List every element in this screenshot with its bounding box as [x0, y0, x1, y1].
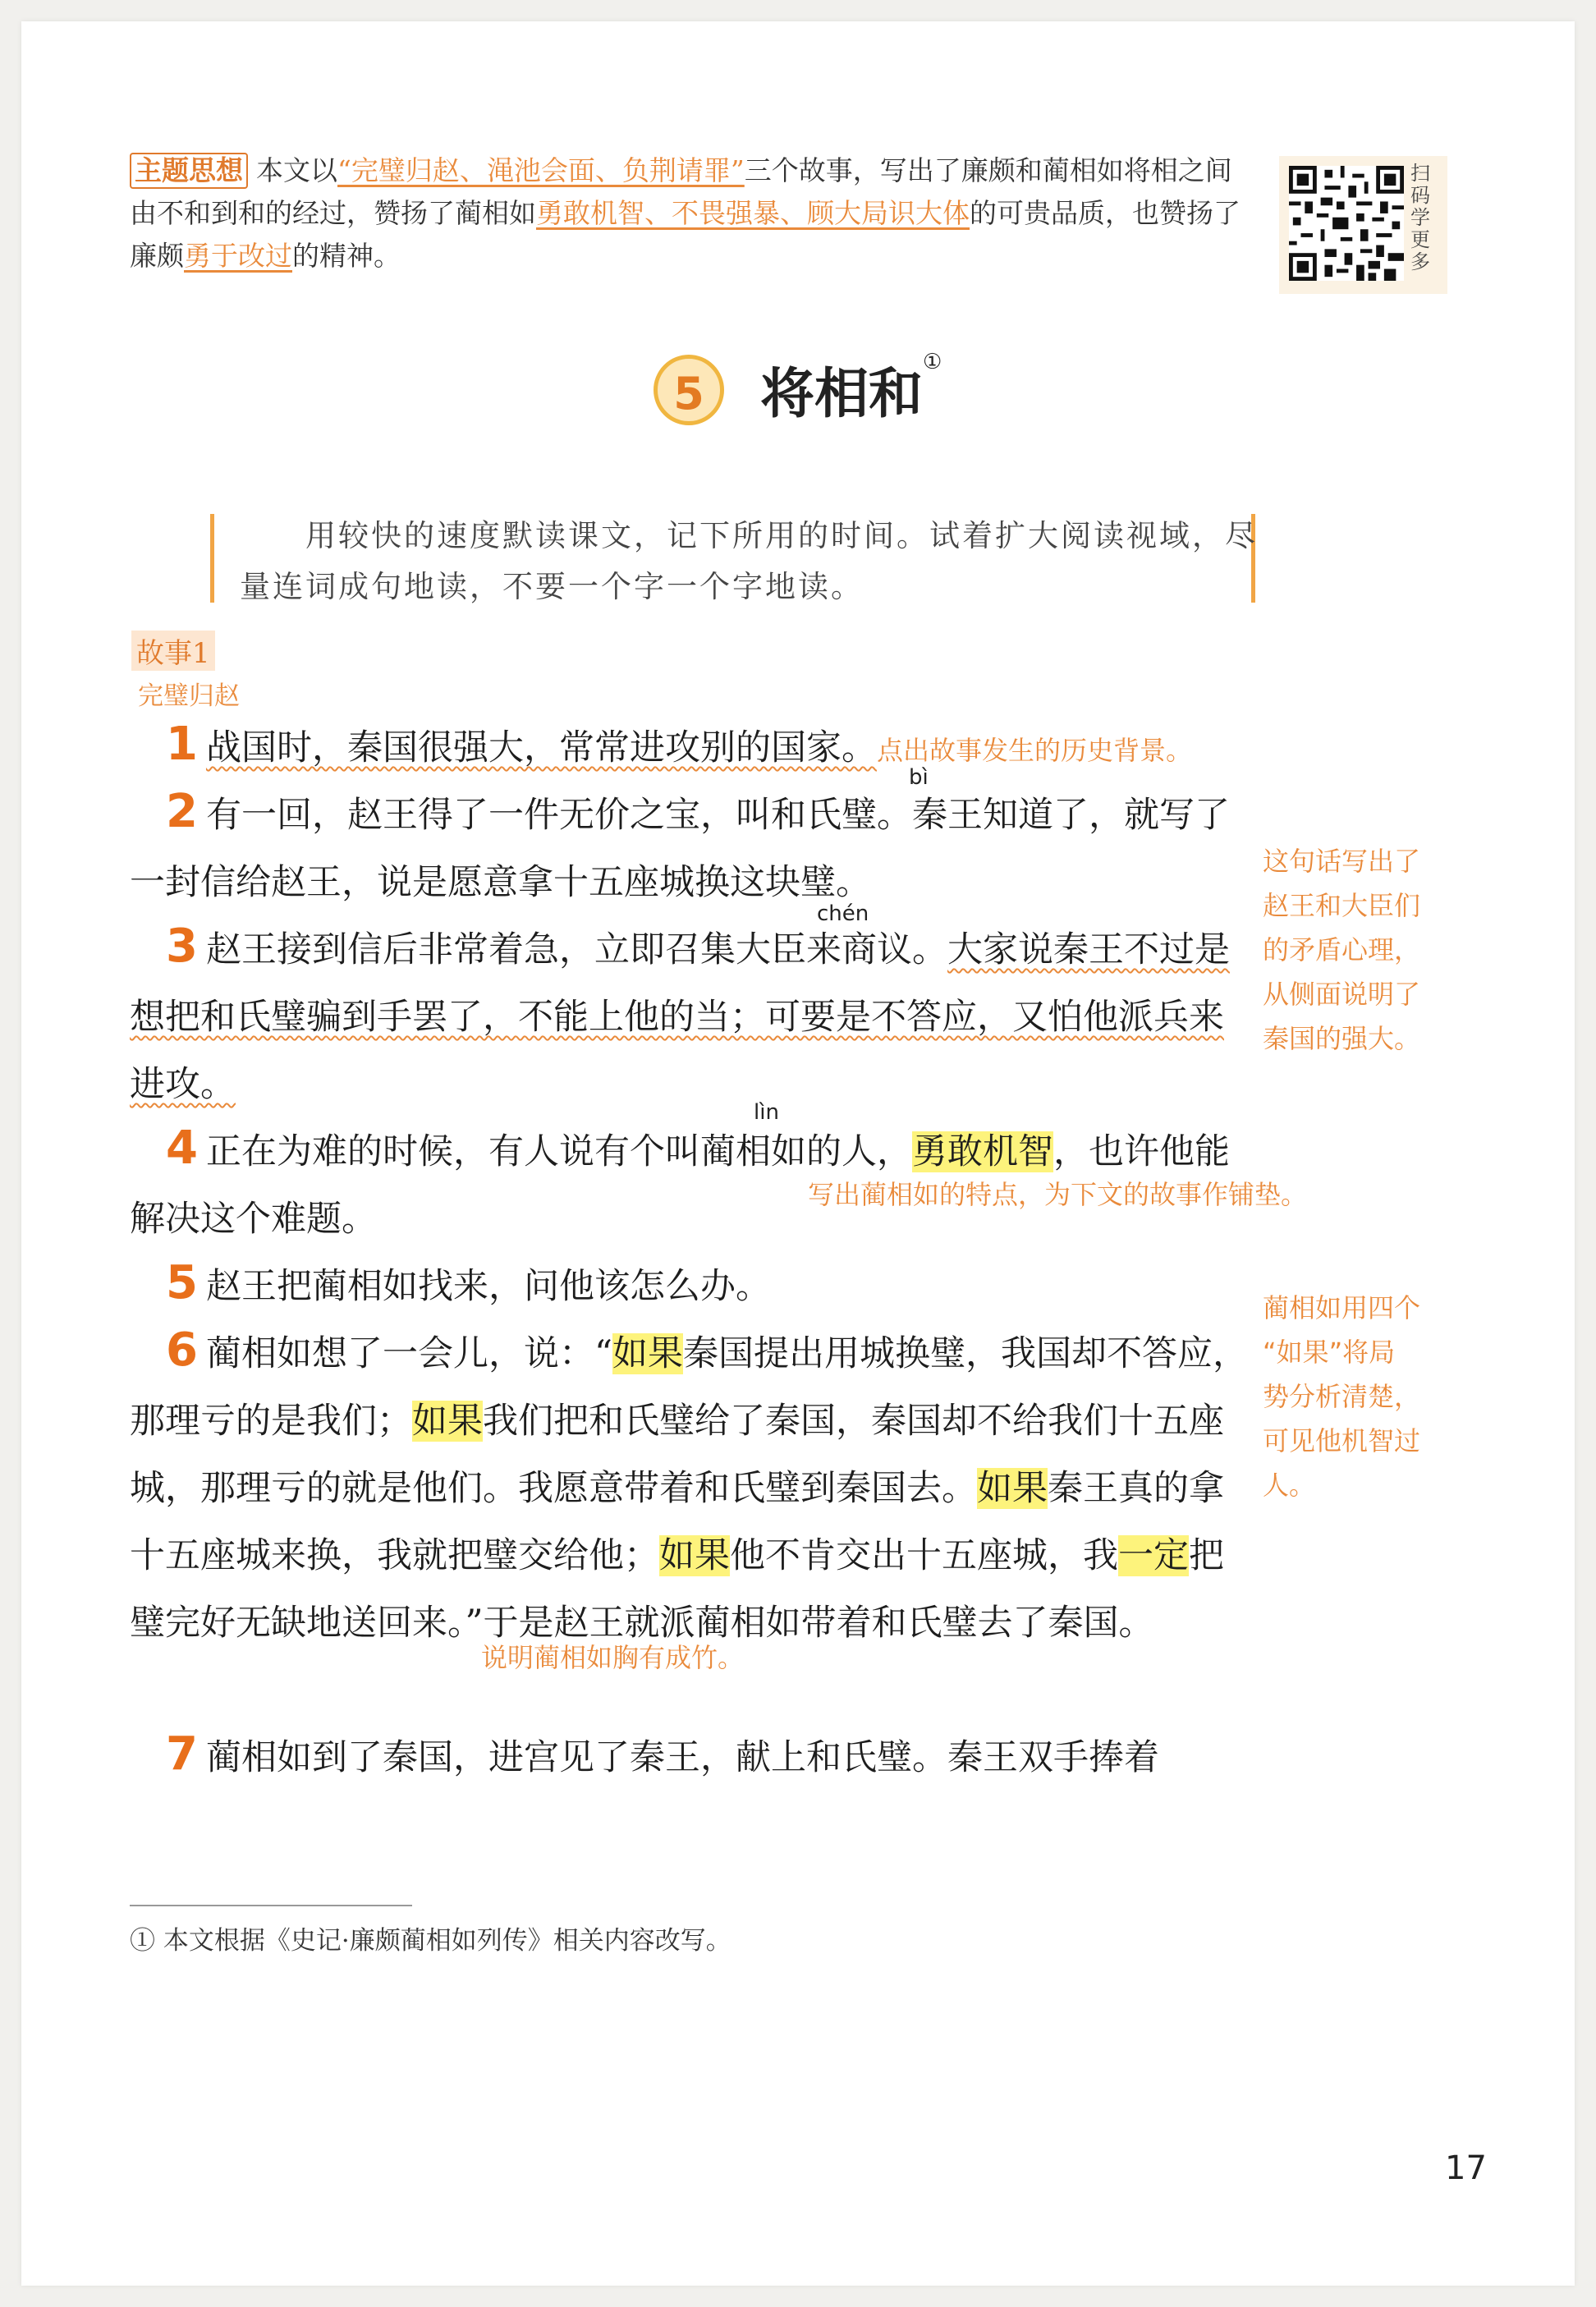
paragraph-number: 3 — [166, 920, 198, 973]
annotation-character-trait: 写出蔺相如的特点，为下文的故事作铺垫。 — [808, 1179, 1308, 1210]
paragraph-text: 来商议。 — [805, 929, 947, 970]
highlight-if: 如果 — [977, 1468, 1048, 1509]
annotation-line: 势分析清楚， — [1263, 1381, 1421, 1412]
annotation-four-ifs — [1263, 1286, 1427, 1507]
qr-code-panel[interactable] — [1279, 156, 1447, 294]
highlight-if: 如果 — [612, 1333, 683, 1374]
theme-text-2: 三个故事，写出了廉颇和蔺相如将相之间由不和到和的经过，赞扬了蔺相如 — [130, 154, 1232, 229]
paragraph-number: 7 — [166, 1727, 198, 1781]
theme-highlight-stories: “完璧归赵、渑池会面、负荆请罪” — [337, 154, 745, 186]
reading-instruction — [240, 511, 1258, 612]
theme-text-4: 的精神。 — [292, 240, 401, 272]
title-footnote-mark: ① — [923, 350, 942, 374]
lesson-title — [760, 350, 942, 428]
qr-label[interactable]: 扫码学更多 — [1410, 162, 1430, 273]
paragraph-1 — [130, 711, 1256, 782]
pinyin-chen: chén — [817, 901, 869, 926]
annotation-line: 可见他机智过 — [1263, 1425, 1421, 1456]
char-bi: 璧 — [841, 795, 877, 836]
annotation-line: 从侧面说明了 — [1263, 979, 1421, 1010]
annotation-background: 点出故事发生的历史背景。 — [876, 735, 1192, 766]
paragraph-text: 把璧完好无缺地送回来。”于是赵王就派蔺相如带着和氏璧去了秦国。 — [130, 1535, 1224, 1644]
wavy-underlined-text: 大家说秦王不过是想把和氏璧骗到手罢了，不能上他的当；可要是不答应，又怕他派兵来进攻。 — [130, 929, 1230, 1105]
page-number: 17 — [1445, 2149, 1487, 2187]
paragraph-number: 2 — [166, 785, 198, 838]
theme-tag: 主题思想 — [130, 153, 248, 189]
paragraph-text: 我们把和氏璧给了秦国，秦国却不给我们十五座城，那理亏的就是他们。我愿意带着和氏璧到秦国去。 — [130, 1401, 1224, 1509]
paragraph-text: 秦王真的拿十五座城来换，我就把璧交给他； — [130, 1468, 1224, 1576]
qr-code-icon[interactable] — [1289, 166, 1404, 281]
highlight-definitely: 一定 — [1118, 1535, 1189, 1576]
annotation-line: 蔺相如用四个 — [1263, 1292, 1421, 1323]
highlight-if: 如果 — [659, 1535, 730, 1576]
paragraph-text: 赵王接到信后非常着急，立即召集大 — [205, 929, 771, 970]
paragraph-number: 4 — [166, 1121, 198, 1175]
char-chen: 臣 — [770, 929, 806, 970]
char-lin: 蔺 — [699, 1131, 736, 1172]
paragraph-5 — [130, 1250, 1256, 1320]
footnote: ① 本文根据《史记·廉颇蔺相如列传》相关内容改写。 — [130, 1926, 732, 1956]
reading-instruction-text: 用较快的速度默读课文，记下所用的时间。试着扩大阅读视域，尽量连词成句地读，不要一个字一个字地读。 — [240, 518, 1258, 604]
paragraph-text: 战国时，秦国很强大，常常进攻别的国家。 — [205, 727, 877, 768]
annotation-line: 的矛盾心理， — [1263, 934, 1421, 965]
paragraph-6 — [130, 1317, 1256, 1657]
paragraph-text: 相如的人， — [735, 1131, 912, 1172]
pinyin-lin: lìn — [754, 1100, 779, 1125]
paragraph-text: 蔺相如到了秦国，进宫见了秦王，献上和氏璧。秦王双手捧着 — [205, 1737, 1159, 1778]
paragraph-text: 他不肯交出十五座城，我 — [730, 1535, 1118, 1576]
annotation-line: 赵王和大臣们 — [1263, 890, 1421, 921]
instruction-left-bar — [210, 514, 214, 603]
annotation-line: “如果”将局 — [1263, 1337, 1396, 1368]
annotation-line: 这句话写出了 — [1263, 846, 1421, 877]
pinyin-bi: bì — [909, 765, 929, 790]
paragraph-text: 蔺相如想了一会儿，说：“ — [205, 1333, 612, 1374]
paragraph-2 — [130, 778, 1256, 916]
highlight-if: 如果 — [412, 1401, 483, 1442]
paragraph-text: 正在为难的时候，有人说有个叫 — [205, 1131, 700, 1172]
theme-text-3: 的可贵品质，也赞扬了廉颇 — [130, 197, 1241, 272]
annotation-confident: 说明蔺相如胸有成竹。 — [481, 1642, 745, 1673]
paragraph-text: 有一回，赵王得了一件无价之宝，叫和氏 — [205, 795, 842, 836]
lesson-title-text: 将相和 — [760, 362, 923, 425]
paragraph-7 — [130, 1721, 1256, 1791]
paragraph-3 — [130, 913, 1256, 1118]
theme-paragraph — [130, 149, 1259, 277]
paragraph-number: 5 — [166, 1256, 198, 1309]
theme-highlight-lianpo: 勇于改过 — [184, 240, 292, 272]
annotation-line: 秦国的强大。 — [1263, 1023, 1421, 1054]
story-subtitle: 完璧归赵 — [138, 681, 240, 711]
footnote-divider — [130, 1905, 412, 1906]
highlight-brave-wise: 勇敢机智 — [911, 1131, 1053, 1172]
paragraph-number: 1 — [166, 718, 198, 771]
paragraph-text: 赵王把蔺相如找来，问他该怎么办。 — [205, 1266, 771, 1307]
paragraph-number: 6 — [166, 1323, 198, 1377]
annotation-contradiction — [1263, 839, 1427, 1061]
story-tag: 故事1 — [131, 631, 215, 671]
theme-highlight-qualities: 勇敢机智、不畏强暴、顾大局识大体 — [536, 197, 970, 229]
paragraph-text: 秦国提出用城换璧，我国却不答应，那理亏的是我们； — [130, 1333, 1248, 1442]
lesson-number-badge: 5 — [654, 355, 724, 425]
paragraph-text: 。秦王知道了，就写了一封信给赵王，说是愿意拿十五座城换这块璧。 — [130, 795, 1230, 903]
paragraph-text: ，也许他能解决这个难题。 — [130, 1131, 1230, 1240]
annotation-line: 人。 — [1263, 1470, 1316, 1501]
theme-text-1: 本文以 — [256, 154, 337, 186]
